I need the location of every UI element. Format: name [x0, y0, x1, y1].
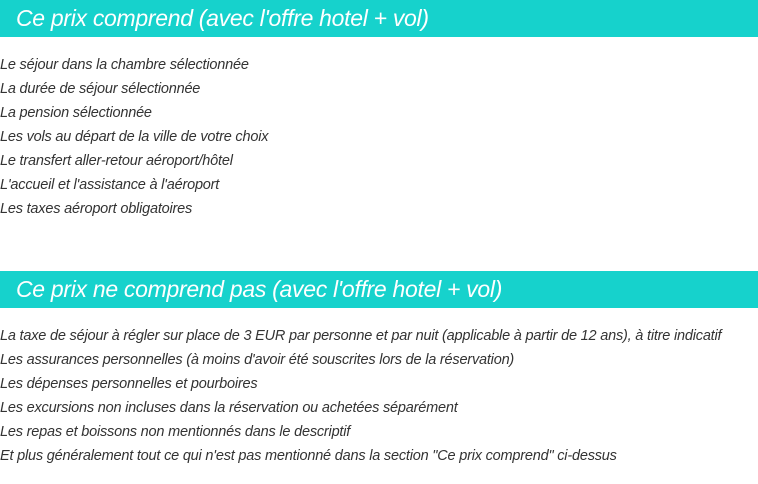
list-item: Le transfert aller-retour aéroport/hôtel: [0, 153, 233, 169]
list-item: Les vols au départ de la ville de votre choix: [0, 129, 269, 145]
excluded-list: [0, 324, 721, 468]
list-item: Les assurances personnelles (à moins d'avoir été souscrites lors de la réservation): [0, 352, 515, 368]
included-list: [0, 53, 268, 221]
list-item: La durée de séjour sélectionnée: [0, 81, 201, 97]
list-item: L'accueil et l'assistance à l'aéroport: [0, 177, 220, 193]
list-item: La pension sélectionnée: [0, 105, 152, 121]
list-item: Les dépenses personnelles et pourboires: [0, 376, 258, 392]
list-item: Les taxes aéroport obligatoires: [0, 201, 193, 217]
excluded-section-title: Ce prix ne comprend pas (avec l'offre hotel + vol): [0, 271, 758, 308]
list-item: Et plus généralement tout ce qui n'est pas mentionné dans la section "Ce prix comprend" ci-dessus: [0, 448, 617, 464]
list-item: Le séjour dans la chambre sélectionnée: [0, 57, 249, 73]
list-item: La taxe de séjour à régler sur place de 3 EUR par personne et par nuit (applicable à partir de 12 ans), à titre indicatif: [0, 328, 722, 344]
list-item: Les excursions non incluses dans la réservation ou achetées séparément: [0, 400, 458, 416]
list-item: Les repas et boissons non mentionnés dans le descriptif: [0, 424, 351, 440]
included-section-title: Ce prix comprend (avec l'offre hotel + vol): [0, 0, 758, 37]
